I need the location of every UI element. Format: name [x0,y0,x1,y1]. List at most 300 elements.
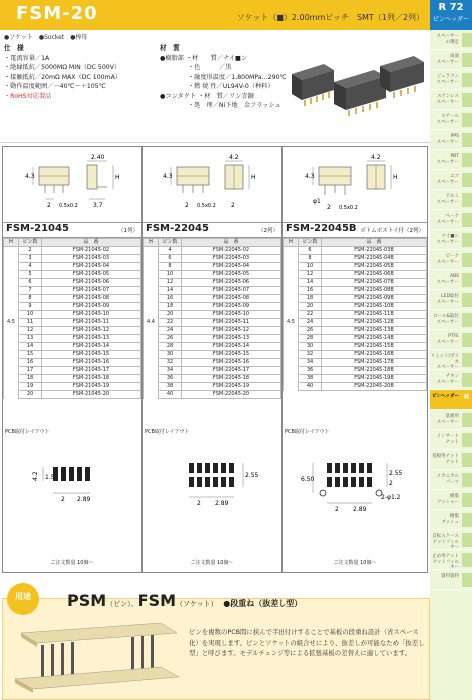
pin-count-cell: 8 [19,295,42,303]
part-number-cell: FSM-22045-16B [322,351,427,359]
product-name: FSM-22045 [146,223,209,234]
table-row [144,327,281,335]
pin-count-cell: 18 [299,295,322,303]
sidebar-tab-marker [462,353,472,367]
dim-label: 2 [47,202,51,209]
sidebar-tab[interactable] [430,50,472,70]
height-cell [4,335,19,343]
table-row [284,367,427,375]
sidebar-tab-marker [462,33,472,47]
pin-count-cell: 10 [159,271,182,279]
part-number-cell: FSM-22045-05B [322,263,427,271]
table-row [4,375,141,383]
sidebar-tab-label: PPS スペーサー [436,134,459,145]
table-row [144,295,281,303]
part-number-cell: FSM-22045-04B [322,255,427,263]
sidebar-tab-label: 樹脂 ブッシュ [441,514,459,525]
material-line: ・処 理／Ni下地 金フラッシュ [188,102,281,109]
sidebar-tab-marker [462,393,472,407]
material-line: ・材 質／リン青銅 [198,92,254,100]
sidebar-tab[interactable] [430,390,472,410]
order-quantity: ご注文数量 10個～ [50,560,94,566]
table-row [4,247,141,255]
part-number-cell: FSM-21045-05 [42,271,141,279]
table-row [4,367,141,375]
height-cell [4,327,19,335]
sidebar-tab-marker [462,273,472,287]
order-quantity: ご注文数量 10個～ [333,560,377,566]
sidebar-tab[interactable] [430,30,472,50]
pin-count-cell: 4 [159,247,182,255]
sidebar-tab-marker [462,53,472,67]
height-cell [4,351,19,359]
sidebar-tab-label: インサート ナット [436,434,459,445]
sidebar-tab-label: ナイ■ン スペーサー [436,234,459,245]
sidebar-tab[interactable] [430,490,472,510]
height-cell [144,311,159,319]
pin-count-cell: 12 [299,271,322,279]
part-number-cell: FSM-21045-07 [42,287,141,295]
part-number-cell: FSM-22045-16 [182,359,281,367]
height-cell [4,383,19,391]
sidebar-tab-marker [462,433,472,447]
height-cell [284,359,299,367]
part-number-cell: FSM-21045-03 [42,255,141,263]
page-subtitle: ソケット（■）2.00mmピッチ SMT（1列／2列） [236,13,424,22]
sidebar-tab-label: エコ スペーサー [436,174,459,185]
table-row [144,359,281,367]
dim-label: 2 [327,204,331,211]
height-cell: 4.5 [284,319,299,327]
height-cell [284,343,299,351]
sidebar-tab[interactable] [430,110,472,130]
dim-label: 2-φ1.2 [381,494,401,501]
sidebar-tab-label: ベーク スペーサー [436,214,459,225]
pin-count-cell: 40 [159,391,182,399]
spec-block [4,44,154,101]
part-rows [284,247,427,391]
sidebar-tab-label: チタン スペーサー [436,374,459,385]
sidebar-tab-label: ABS スペーサー [436,274,459,285]
pin-count-cell: 7 [19,287,42,295]
height-cell [4,279,19,287]
height-cell [4,367,19,375]
sidebar-tab-label: 樹脂 ワッシャー [436,494,459,505]
height-cell [144,335,159,343]
sidebar-tab[interactable] [430,350,472,370]
dim-label: 2.89 [353,506,367,513]
height-cell [284,351,299,359]
sidebar-tab[interactable] [430,410,472,430]
pin-count-cell: 16 [299,287,322,295]
part-number-cell: FSM-22045-07B [322,279,427,287]
material-heading: 材 質 [160,44,180,52]
sidebar-tab[interactable] [430,530,472,550]
part-number-cell: FSM-22045-18 [182,375,281,383]
height-cell [144,327,159,335]
table-row [144,271,281,279]
sidebar-tab[interactable] [430,270,472,290]
sidebar-tab-marker [462,133,472,147]
material-contact: ●コンタクト [160,92,197,100]
part-number-cell: FSM-22045-08B [322,287,427,295]
dim-label: 6.50 [301,476,315,483]
table-row [4,255,141,263]
pin-count-cell: 30 [159,351,182,359]
stacked-board-illustration [11,617,181,697]
part-number-cell: FSM-21045-13 [42,335,141,343]
sidebar-tab-label: 基板用 スペーサー [436,414,459,425]
part-number-cell: FSM-22045-11 [182,319,281,327]
part-number-cell: FSM-22045-20B [322,383,427,391]
height-cell [284,311,299,319]
sidebar-tab-marker [462,413,472,427]
part-number-cell: FSM-22045-12B [322,319,427,327]
pin-count-cell: 16 [159,295,182,303]
table-row [4,343,141,351]
sidebar-tab[interactable] [430,510,472,530]
height-cell [144,383,159,391]
height-cell [4,391,19,399]
part-rows [4,247,141,399]
product-name-bar [3,222,141,238]
dim-label: 4.2 [32,471,39,481]
height-cell: 4.4 [144,319,159,327]
product-name: FSM-21045 [6,223,69,234]
material-block [160,44,288,111]
dim-label: 2.89 [215,500,229,507]
dim-label: φ1 [313,198,321,205]
part-number-cell: FSM-21045-09 [42,303,141,311]
pin-count-cell: 26 [159,335,182,343]
sidebar-tab-marker [462,373,472,387]
badge-code: R 72 [438,2,464,13]
spec-line: ・電流容量／1A [4,54,50,62]
page-badge [430,0,472,30]
sidebar-tab[interactable] [430,290,472,310]
dim-label: 2.55 [389,470,403,477]
part-number-cell: FSM-22045-10B [322,303,427,311]
height-cell [144,263,159,271]
table-row [4,335,141,343]
table-row [284,375,427,383]
table-row [4,311,141,319]
dim-label: 2 [185,202,189,209]
part-number-cell: FSM-21045-15 [42,351,141,359]
pin-count-cell: 18 [159,303,182,311]
col-h: H [144,239,159,247]
sidebar-tab[interactable] [430,250,472,270]
part-number-cell: FSM-21045-04 [42,263,141,271]
table-row [284,263,427,271]
height-cell [4,271,19,279]
pin-count-cell: 8 [159,263,182,271]
part-number-cell: FSM-22045-13B [322,327,427,335]
pin-count-cell: 4 [19,263,42,271]
height-cell [284,303,299,311]
height-cell [284,247,299,255]
dim-label: 2.55 [245,472,259,479]
dimension-drawing [283,147,427,221]
height-cell [144,351,159,359]
height-cell [4,311,19,319]
fsm-note: （ソケット） [176,600,218,608]
table-row [284,303,427,311]
part-number-cell: FSM-22045-17B [322,359,427,367]
section-divider [0,142,430,143]
pin-count-cell: 11 [19,319,42,327]
sidebar-tab-label: アルミ スペーサー [436,194,459,205]
part-number-cell: FSM-22045-03B [322,247,427,255]
height-cell [144,255,159,263]
sidebar-tab-marker [462,93,472,107]
table-row [4,391,141,399]
sidebar-tab-label: ピンヘッダー [432,394,459,399]
part-number-cell: FSM-21045-12 [42,327,141,335]
height-cell [144,391,159,399]
pin-count-cell: 9 [19,303,42,311]
product-name: FSM-22045B [286,223,357,234]
sidebar-tab[interactable] [430,150,472,170]
pcb-layout-label: PCB取付レイアウト [145,429,190,435]
sidebar-tab-marker [462,173,472,187]
part-number-cell: FSM-21045-02 [42,247,141,255]
height-cell [144,287,159,295]
pcb-layout-drawing [3,437,141,547]
page-title: FSM-20 [16,3,98,24]
header-bar [0,0,430,30]
psm-title: PSM [67,591,107,610]
pin-count-cell: 20 [159,311,182,319]
sidebar-tab-label: PTFE スペーサー [436,334,459,345]
height-cell [4,287,19,295]
dim-label: 2 [389,480,393,487]
table-row [284,247,427,255]
pin-count-cell: 36 [159,375,182,383]
pin-count-cell: 30 [299,343,322,351]
height-cell [144,271,159,279]
height-cell [144,295,159,303]
sidebar-tab[interactable] [430,570,472,590]
sidebar-tab-marker [462,533,472,547]
height-cell [4,255,19,263]
pin-count-cell: 36 [299,367,322,375]
pin-count-cell: 8 [299,255,322,263]
sidebar-tab-label: スチール スペーサー [436,114,459,125]
table-row [4,271,141,279]
sidebar-tab-marker [462,253,472,267]
table-row [4,303,141,311]
dim-label: 2 [335,506,339,513]
part-number-cell: FSM-22045-09B [322,295,427,303]
part-number-cell: FSM-21045-16 [42,359,141,367]
dim-label: 2 [231,202,235,209]
product-tag: （1列） [118,228,138,234]
height-cell [284,263,299,271]
sidebar-tab-label: LED取付 スペーサー [436,294,459,305]
sidebar-tab[interactable] [430,470,472,490]
height-cell [284,335,299,343]
part-number-cell: FSM-22045-13 [182,335,281,343]
pin-count-cell: 26 [299,327,322,335]
height-cell [284,287,299,295]
pin-count-cell: 10 [299,263,322,271]
sidebar-tab-marker [462,213,472,227]
pin-count-cell: 34 [159,367,182,375]
dim-label: 1.5 [45,474,55,481]
part-number-cell: FSM-21045-10 [42,311,141,319]
col-part: 品 番 [42,239,141,247]
part-number-cell: FSM-22045-06 [182,279,281,287]
badge-category: ピンヘッダー [432,16,469,23]
part-number-cell: FSM-22045-10 [182,311,281,319]
sidebar-tab-label: 基板用ナット ナット [432,454,459,465]
table-row [144,351,281,359]
height-cell [144,367,159,375]
pin-count-cell: 32 [159,359,182,367]
table-row [144,375,281,383]
feature-label: ●段重ね（抜差し型） [223,599,303,608]
part-table [283,238,427,391]
part-number-cell: FSM-21045-14 [42,343,141,351]
table-row [4,359,141,367]
sidebar-tab[interactable] [430,430,472,450]
table-row [4,295,141,303]
table-row [284,359,427,367]
pin-count-cell: 6 [19,279,42,287]
sidebar-tab[interactable] [430,210,472,230]
col-pins: ピン数 [159,239,182,247]
table-row [284,287,427,295]
sidebar-tab-label: 自転入ケース ナットフィルター [432,534,459,550]
dim-label: 0.5x0.2 [59,203,78,209]
part-number-cell: FSM-22045-18B [322,367,427,375]
table-row [144,311,281,319]
sidebar-tab-label: リミット/ポリカ スペーサー [430,354,459,370]
part-rows [144,247,281,399]
table-row [144,383,281,391]
material-line: ・材 質／ナイ■ン [185,54,248,62]
sidebar-tab-label: ピーク スペーサー [436,254,459,265]
height-cell [144,359,159,367]
pcb-layout-label: PCB取付レイアウト [285,429,330,435]
dimension-drawing [143,147,281,221]
material-line: ・燃 焼 性／UL94V-0（种料） [188,83,274,90]
application-description: ピンを複数のPCB間に挟んで半田付けすることで基板の段重ね設計（省スペース化）を実現します。ピンとソケットの組合せにより、抜差しが可能なため「抜差し型」と呼びます。モデルチェンジ等による拡張基板の差替えに適しています。 [189,628,425,657]
height-cell [284,367,299,375]
table-row [144,247,281,255]
part-number-cell: FSM-22045-19 [182,383,281,391]
pin-count-cell: 6 [299,247,322,255]
part-table [143,238,281,399]
pin-count-cell: 24 [159,327,182,335]
spec-line: ・絶縁抵抗／5000MΩ MIN（DC 500V） [4,64,121,71]
pin-count-cell: 10 [19,311,42,319]
dim-label: 2.40 [91,154,105,161]
table-row [144,343,281,351]
type-line: ●ソケット ●Socket ●棒母 [4,34,88,41]
pin-count-cell: 32 [299,351,322,359]
pin-count-cell: 28 [299,335,322,343]
spec-line: ・接触抵抗／20mΩ MAX（DC 100mA） [4,73,122,81]
table-row [284,311,427,319]
product-panel-fsm-22045 [142,146,282,573]
sidebar-tab[interactable] [430,330,472,350]
sidebar-tab-label: 資料資料 [441,574,459,579]
pin-count-cell: 22 [159,319,182,327]
dim-label: 4.3 [305,173,315,180]
col-pins: ピン数 [19,239,42,247]
table-row [4,319,141,327]
pin-count-cell: 6 [159,255,182,263]
sidebar-tab[interactable] [430,230,472,250]
part-number-cell: FSM-22045-03 [182,255,281,263]
sidebar-tab-label: メカニカル パーツ [436,474,459,485]
sidebar-tab-marker [462,333,472,347]
part-number-cell: FSM-22045-15B [322,343,427,351]
pin-count-cell: 16 [19,359,42,367]
height-cell [4,263,19,271]
part-number-cell: FSM-22045-02 [182,247,281,255]
sidebar-tab[interactable] [430,70,472,90]
sidebar-tab[interactable] [430,310,472,330]
sidebar-tab-marker [462,553,472,567]
col-pins: ピン数 [299,239,322,247]
pin-count-cell: 2 [19,247,42,255]
table-row [4,351,141,359]
product-name-bar [283,222,427,238]
table-row [144,263,281,271]
material-line: ・色 ／黒 [188,64,232,71]
sidebar-tab[interactable] [430,550,472,570]
col-part: 品 番 [182,239,281,247]
part-number-cell: FSM-22045-06B [322,271,427,279]
sidebar-tab-marker [462,573,472,587]
sidebar-tab[interactable] [430,90,472,110]
pin-count-cell: 17 [19,367,42,375]
sidebar-tab[interactable] [430,450,472,470]
pin-count-cell: 3 [19,255,42,263]
part-number-cell: FSM-21045-08 [42,295,141,303]
product-panel-fsm-22045b [282,146,428,573]
sidebar-tab[interactable] [430,370,472,390]
table-row [284,335,427,343]
sidebar-tab[interactable] [430,130,472,150]
sidebar-tab-marker [462,513,472,527]
dim-label: H [251,174,256,181]
table-row [144,279,281,287]
part-number-cell: FSM-22045-19B [322,375,427,383]
height-cell [284,295,299,303]
dim-label: 2 [197,500,201,507]
sidebar-tab[interactable] [430,170,472,190]
part-number-cell: FSM-22045-04 [182,263,281,271]
pin-count-cell: 20 [299,303,322,311]
part-number-cell: FSM-22045-15 [182,351,281,359]
sidebar-tab-marker [462,473,472,487]
product-photo [290,44,424,128]
height-cell: 4.5 [4,319,19,327]
spec-line: ・動作温度範囲／－40℃～＋105℃ [4,83,106,90]
pin-count-cell: 15 [19,351,42,359]
sidebar-tab[interactable] [430,190,472,210]
height-cell [144,247,159,255]
height-cell [4,343,19,351]
pin-count-cell: 13 [19,335,42,343]
table-row [284,295,427,303]
sidebar-tab-marker [462,453,472,467]
sidebar-tab-label: ステンレス スペーサー [436,94,459,105]
